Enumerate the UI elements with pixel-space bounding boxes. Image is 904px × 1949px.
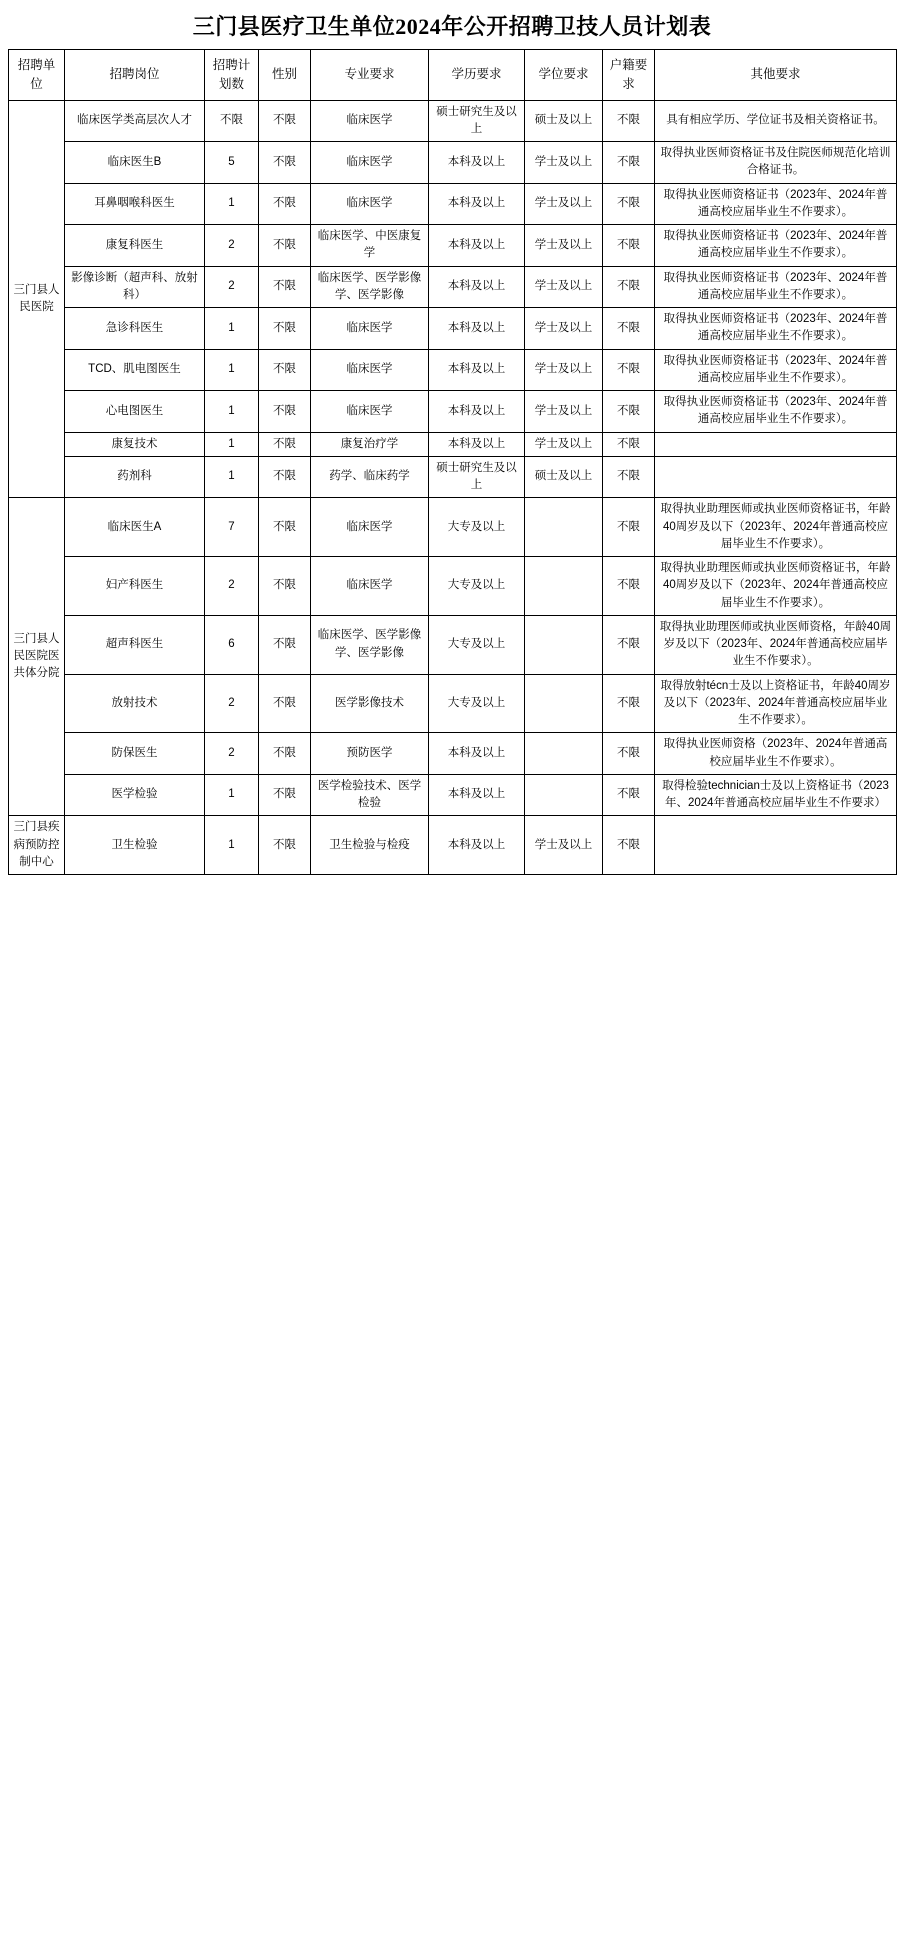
count-cell: 5	[205, 142, 259, 184]
table-body	[9, 100, 897, 875]
education-cell: 大专及以上	[429, 674, 525, 733]
major-cell: 临床医学	[311, 142, 429, 184]
other-cell: 取得执业助理医师或执业医师资格，年龄40周岁及以下（2023年、2024年普通高校应届毕业生不作要求）。	[655, 615, 897, 674]
gender-cell: 不限	[259, 498, 311, 557]
degree-cell	[525, 674, 603, 733]
major-cell: 临床医学、医学影像学、医学影像	[311, 266, 429, 308]
other-cell: 具有相应学历、学位证书及相关资格证书。	[655, 100, 897, 142]
gender-cell: 不限	[259, 674, 311, 733]
count-cell: 2	[205, 733, 259, 775]
major-cell: 临床医学	[311, 183, 429, 225]
count-cell: 1	[205, 349, 259, 391]
degree-cell	[525, 498, 603, 557]
table-row	[9, 100, 897, 142]
education-cell: 硕士研究生及以上	[429, 100, 525, 142]
education-cell: 大专及以上	[429, 557, 525, 616]
other-cell	[655, 816, 897, 875]
gender-cell: 不限	[259, 816, 311, 875]
count-cell: 2	[205, 225, 259, 267]
other-cell: 取得检验technician士及以上资格证书（2023年、2024年普通高校应届毕业生不作要求）	[655, 774, 897, 816]
degree-cell: 学士及以上	[525, 349, 603, 391]
major-cell: 临床医学、医学影像学、医学影像	[311, 615, 429, 674]
education-cell: 硕士研究生及以上	[429, 456, 525, 498]
post-cell: 临床医生A	[65, 498, 205, 557]
major-cell: 临床医学	[311, 557, 429, 616]
table-row	[9, 266, 897, 308]
table-row	[9, 432, 897, 456]
post-cell: 医学检验	[65, 774, 205, 816]
column-header-unit: 招聘单位	[9, 50, 65, 101]
count-cell: 1	[205, 183, 259, 225]
post-cell: 妇产科医生	[65, 557, 205, 616]
unit-cell: 三门县人民医院	[9, 100, 65, 498]
other-cell: 取得执业医师资格证书（2023年、2024年普通高校应届毕业生不作要求）。	[655, 349, 897, 391]
post-cell: 康复技术	[65, 432, 205, 456]
table-header	[9, 50, 897, 101]
table-row	[9, 816, 897, 875]
degree-cell: 学士及以上	[525, 432, 603, 456]
post-cell: TCD、肌电图医生	[65, 349, 205, 391]
major-cell: 临床医学	[311, 391, 429, 433]
education-cell: 本科及以上	[429, 183, 525, 225]
column-header-gender: 性别	[259, 50, 311, 101]
post-cell: 防保医生	[65, 733, 205, 775]
major-cell: 康复治疗学	[311, 432, 429, 456]
household-cell: 不限	[603, 308, 655, 350]
education-cell: 大专及以上	[429, 498, 525, 557]
education-cell: 本科及以上	[429, 816, 525, 875]
count-cell: 1	[205, 308, 259, 350]
major-cell: 医学影像技术	[311, 674, 429, 733]
other-cell: 取得执业医师资格证书（2023年、2024年普通高校应届毕业生不作要求）。	[655, 183, 897, 225]
table-row	[9, 498, 897, 557]
household-cell: 不限	[603, 432, 655, 456]
unit-cell: 三门县人民医院医共体分院	[9, 498, 65, 816]
degree-cell	[525, 615, 603, 674]
other-cell: 取得执业医师资格证书（2023年、2024年普通高校应届毕业生不作要求）。	[655, 391, 897, 433]
household-cell: 不限	[603, 391, 655, 433]
education-cell: 本科及以上	[429, 432, 525, 456]
table-row	[9, 774, 897, 816]
major-cell: 医学检验技术、医学检验	[311, 774, 429, 816]
household-cell: 不限	[603, 498, 655, 557]
table-row	[9, 615, 897, 674]
other-cell: 取得执业医师资格证书（2023年、2024年普通高校应届毕业生不作要求）。	[655, 308, 897, 350]
gender-cell: 不限	[259, 733, 311, 775]
gender-cell: 不限	[259, 100, 311, 142]
column-header-major: 专业要求	[311, 50, 429, 101]
household-cell: 不限	[603, 615, 655, 674]
post-cell: 康复科医生	[65, 225, 205, 267]
column-header-household: 户籍要求	[603, 50, 655, 101]
gender-cell: 不限	[259, 266, 311, 308]
count-cell: 1	[205, 774, 259, 816]
education-cell: 本科及以上	[429, 733, 525, 775]
degree-cell: 学士及以上	[525, 816, 603, 875]
recruitment-plan-table	[8, 49, 897, 875]
other-cell: 取得执业医师资格（2023年、2024年普通高校应届毕业生不作要求）。	[655, 733, 897, 775]
column-header-education: 学历要求	[429, 50, 525, 101]
document-page	[0, 0, 904, 885]
gender-cell: 不限	[259, 557, 311, 616]
table-row	[9, 557, 897, 616]
degree-cell: 硕士及以上	[525, 100, 603, 142]
other-cell: 取得执业助理医师或执业医师资格证书，年龄40周岁及以下（2023年、2024年普通高校应届毕业生不作要求）。	[655, 557, 897, 616]
gender-cell: 不限	[259, 391, 311, 433]
education-cell: 本科及以上	[429, 308, 525, 350]
household-cell: 不限	[603, 100, 655, 142]
column-header-count: 招聘计划数	[205, 50, 259, 101]
post-cell: 卫生检验	[65, 816, 205, 875]
gender-cell: 不限	[259, 142, 311, 184]
unit-cell: 三门县疾病预防控制中心	[9, 816, 65, 875]
post-cell: 超声科医生	[65, 615, 205, 674]
count-cell: 1	[205, 432, 259, 456]
count-cell: 2	[205, 557, 259, 616]
post-cell: 急诊科医生	[65, 308, 205, 350]
gender-cell: 不限	[259, 183, 311, 225]
degree-cell: 学士及以上	[525, 266, 603, 308]
degree-cell: 学士及以上	[525, 308, 603, 350]
other-cell: 取得执业助理医师或执业医师资格证书，年龄40周岁及以下（2023年、2024年普通高校应届毕业生不作要求）。	[655, 498, 897, 557]
major-cell: 临床医学	[311, 498, 429, 557]
table-row	[9, 456, 897, 498]
household-cell: 不限	[603, 674, 655, 733]
post-cell: 放射技术	[65, 674, 205, 733]
degree-cell	[525, 557, 603, 616]
table-row	[9, 674, 897, 733]
major-cell: 临床医学	[311, 349, 429, 391]
other-cell: 取得放射técn士及以上资格证书，年龄40周岁及以下（2023年、2024年普通高校应届毕业生不作要求）。	[655, 674, 897, 733]
education-cell: 本科及以上	[429, 142, 525, 184]
other-cell: 取得执业医师资格证书（2023年、2024年普通高校应届毕业生不作要求）。	[655, 266, 897, 308]
count-cell: 2	[205, 266, 259, 308]
count-cell: 1	[205, 816, 259, 875]
education-cell: 本科及以上	[429, 391, 525, 433]
other-cell: 取得执业医师资格证书（2023年、2024年普通高校应届毕业生不作要求）。	[655, 225, 897, 267]
post-cell: 耳鼻咽喉科医生	[65, 183, 205, 225]
household-cell: 不限	[603, 733, 655, 775]
count-cell: 不限	[205, 100, 259, 142]
gender-cell: 不限	[259, 349, 311, 391]
table-row	[9, 349, 897, 391]
degree-cell: 硕士及以上	[525, 456, 603, 498]
household-cell: 不限	[603, 557, 655, 616]
major-cell: 临床医学	[311, 308, 429, 350]
education-cell: 大专及以上	[429, 615, 525, 674]
count-cell: 2	[205, 674, 259, 733]
table-row	[9, 183, 897, 225]
education-cell: 本科及以上	[429, 349, 525, 391]
gender-cell: 不限	[259, 456, 311, 498]
column-header-degree: 学位要求	[525, 50, 603, 101]
household-cell: 不限	[603, 266, 655, 308]
gender-cell: 不限	[259, 432, 311, 456]
table-row	[9, 308, 897, 350]
degree-cell: 学士及以上	[525, 142, 603, 184]
household-cell: 不限	[603, 816, 655, 875]
post-cell: 影像诊断（超声科、放射科）	[65, 266, 205, 308]
household-cell: 不限	[603, 183, 655, 225]
degree-cell: 学士及以上	[525, 225, 603, 267]
degree-cell	[525, 733, 603, 775]
degree-cell: 学士及以上	[525, 183, 603, 225]
gender-cell: 不限	[259, 225, 311, 267]
gender-cell: 不限	[259, 615, 311, 674]
table-row	[9, 225, 897, 267]
other-cell: 取得执业医师资格证书及住院医师规范化培训合格证书。	[655, 142, 897, 184]
count-cell: 1	[205, 391, 259, 433]
household-cell: 不限	[603, 142, 655, 184]
gender-cell: 不限	[259, 308, 311, 350]
household-cell: 不限	[603, 225, 655, 267]
table-header-row	[9, 50, 897, 101]
post-cell: 药剂科	[65, 456, 205, 498]
education-cell: 本科及以上	[429, 774, 525, 816]
post-cell: 临床医生B	[65, 142, 205, 184]
major-cell: 卫生检验与检疫	[311, 816, 429, 875]
degree-cell	[525, 774, 603, 816]
degree-cell: 学士及以上	[525, 391, 603, 433]
post-cell: 心电图医生	[65, 391, 205, 433]
major-cell: 临床医学、中医康复学	[311, 225, 429, 267]
page-title: 三门县医疗卫生单位2024年公开招聘卫技人员计划表	[192, 14, 712, 39]
other-cell	[655, 456, 897, 498]
column-header-post: 招聘岗位	[65, 50, 205, 101]
education-cell: 本科及以上	[429, 266, 525, 308]
household-cell: 不限	[603, 774, 655, 816]
table-row	[9, 142, 897, 184]
household-cell: 不限	[603, 349, 655, 391]
column-header-other: 其他要求	[655, 50, 897, 101]
count-cell: 6	[205, 615, 259, 674]
gender-cell: 不限	[259, 774, 311, 816]
table-row	[9, 391, 897, 433]
major-cell: 临床医学	[311, 100, 429, 142]
table-row	[9, 733, 897, 775]
other-cell	[655, 432, 897, 456]
post-cell: 临床医学类高层次人才	[65, 100, 205, 142]
major-cell: 药学、临床药学	[311, 456, 429, 498]
count-cell: 1	[205, 456, 259, 498]
household-cell: 不限	[603, 456, 655, 498]
count-cell: 7	[205, 498, 259, 557]
education-cell: 本科及以上	[429, 225, 525, 267]
major-cell: 预防医学	[311, 733, 429, 775]
